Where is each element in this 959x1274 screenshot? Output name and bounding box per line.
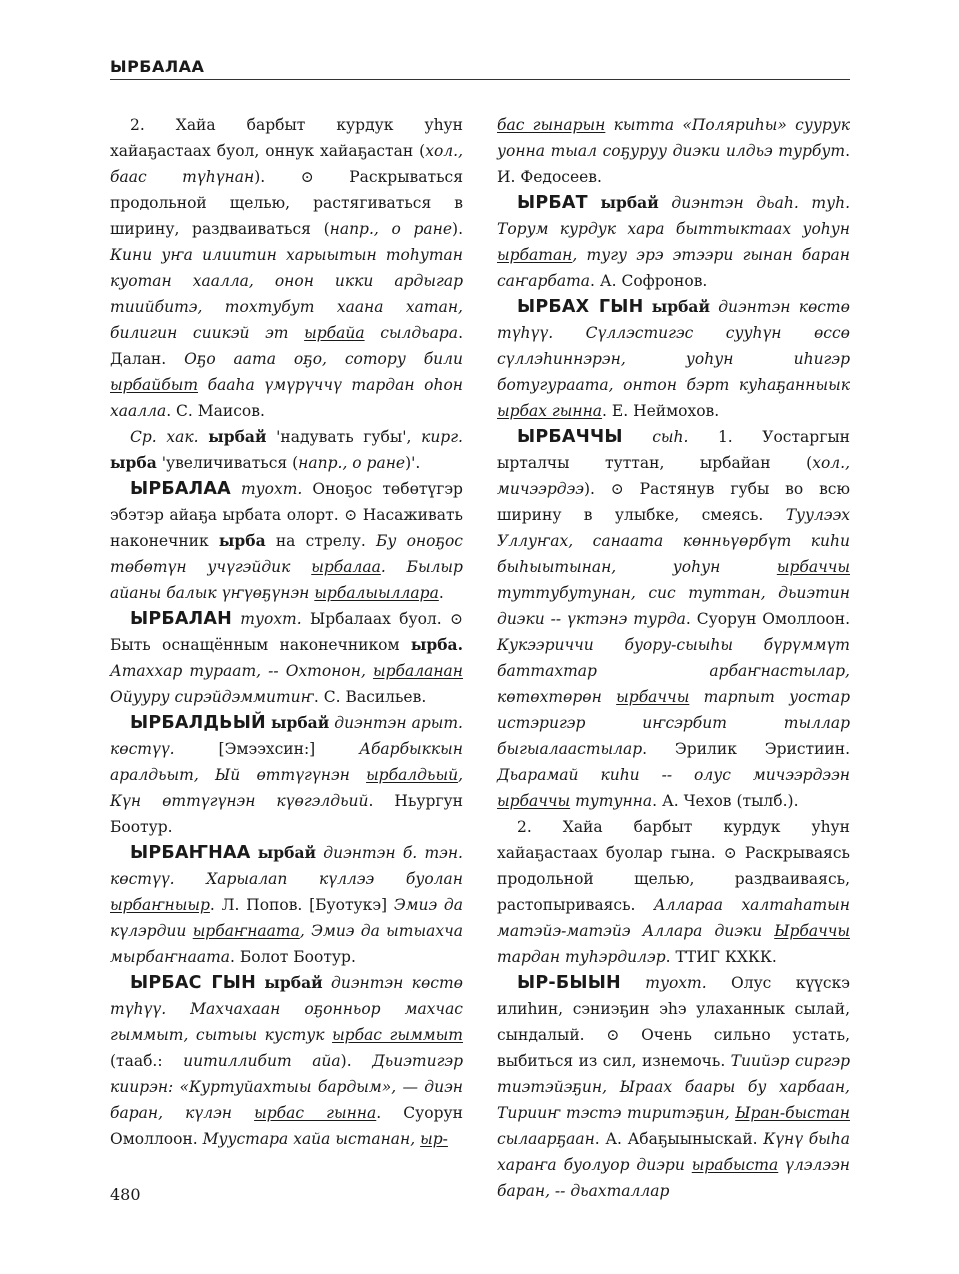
italic-run (420, 1130, 448, 1148)
example-keyword: ыр- (420, 1130, 448, 1148)
italic-run: диэнтэн б. тэн. көстүү. (110, 844, 463, 888)
italic-run (332, 1026, 463, 1044)
example-keyword: Ыран-быстан (735, 1104, 850, 1122)
italic-run: үлэлээн баран, -- дьахталлар (497, 1156, 850, 1200)
italic-run: Бу оноҕос төбөтүн учүгэйдик (110, 532, 463, 576)
dictionary-entry (110, 112, 463, 424)
headword: ЫРБАЛАН (130, 609, 232, 629)
italic-run: Ойууру сирэйдэммитиҥ (110, 688, 314, 706)
italic-run: сылдьара (364, 324, 459, 342)
dictionary-entry (110, 606, 463, 710)
example-keyword: ырбас гынна (254, 1104, 377, 1122)
italic-run: Дьиэтигэр киирэн: «Куртуйахтыы бардым», — диэн баран, күлэн (110, 1052, 464, 1122)
headword: ЫРБАС ГЫН (130, 973, 256, 993)
text-run: . Далан. (110, 324, 463, 368)
example-keyword: Ырбаччы (774, 922, 850, 940)
dictionary-entry (497, 970, 850, 1204)
italic-run (314, 584, 439, 602)
example-keyword: ырбаҥныыр (110, 896, 210, 914)
text-run (623, 428, 653, 446)
text-run (710, 298, 718, 316)
italic-run: Тиийэр сиргэр тиэтэйэҕин, Ыраах баары бу харбаан, Тирииҥ тэстэ тиритэҕин, (497, 1052, 850, 1122)
dictionary-entry (497, 424, 850, 814)
italic-run: . Былыр айаны балык үҥүөҕүнэн (110, 558, 463, 602)
italic-run: Атаххар тураат, -- Охтонон, (110, 662, 373, 680)
italic-run (616, 688, 689, 706)
italic-run: тарпыт уостар истэригэр иҥсэрбит тыллар быгыалаастылар (497, 688, 850, 758)
example-keyword: ырбас гыммыт (332, 1026, 463, 1044)
headword: ЫРБАЛАА (130, 479, 231, 499)
example-keyword: ырбайбыт (110, 376, 199, 394)
text-run: 'надувать губы', (266, 428, 422, 446)
italic-run (497, 402, 602, 420)
italic-run (110, 376, 198, 394)
italic-run: Дьарамай киһи -- олус мичээрдээн (497, 766, 850, 784)
headword: ЫРБАХ ГЫН (517, 297, 644, 317)
text-run: 2. Хайа барбыт курдук уһун хайаҕастаах буол, оннук хайаҕастан ( (110, 116, 463, 160)
example-keyword: ырбаччы (497, 792, 571, 810)
italic-run: сылаарҕаан (497, 1130, 595, 1148)
headword: ЫР-БЫЫН (517, 973, 621, 993)
text-run: . Болот Боотур. (230, 948, 356, 966)
italic-run: Сүллэстигэс сууһүн өссө сүллэһиннэрэн, уоһун иһигэр ботугураата, онтон бэрт куһаҕанныык (497, 324, 850, 394)
bold-term: ырба. (410, 635, 463, 654)
text-run (166, 1000, 190, 1018)
example-keyword: ырбайа (304, 324, 365, 342)
text-run: . (438, 584, 444, 602)
italic-run: диэнтэн арыт. көстүү. (110, 714, 463, 758)
text-run: . Ньургун Боотур. (110, 792, 463, 836)
example-keyword: ырбаҥнаата (192, 922, 300, 940)
example-keyword: ырбаччы (776, 558, 850, 576)
italic-run: сыһ. (652, 428, 689, 446)
dictionary-entry (110, 424, 463, 476)
italic-run: кытта «Поляриһы» суурук уонна тыал соҕуруу диэки илдьэ турбут (497, 116, 850, 160)
dictionary-entry (497, 190, 850, 294)
italic-run: Күнү быһа хараҥа буолуор диэри (497, 1130, 851, 1174)
bold-term: ырбай (270, 713, 330, 732)
example-keyword: ырбаланан (372, 662, 463, 680)
left-column (110, 112, 463, 1152)
bold-term: ырбай (208, 427, 267, 446)
text-run (250, 844, 257, 862)
italic-run (774, 922, 850, 940)
example-keyword: бас гынарын (497, 116, 606, 134)
italic-run: , Күн өттүгүнэн күөгэлдьий (110, 766, 463, 810)
text-run: . Эрилик Эристиин. (642, 740, 850, 758)
text-run: ). ⊙ Раскрываться продольной щелью, растягиваться в ширину, раздваиваться ( (110, 168, 463, 238)
italic-run: Муустара хайа ыстанан, (202, 1130, 421, 1148)
italic-run: Харыалап күллээ буолан (206, 870, 463, 888)
example-keyword: ырбатан (497, 246, 573, 264)
headword: ЫРБАТ (517, 193, 588, 213)
italic-run (254, 1104, 376, 1122)
example-keyword: ырбах гынна (497, 402, 603, 420)
italic-run: иитиллибит айа (183, 1052, 341, 1070)
example-keyword: ырбаччы (616, 688, 690, 706)
italic-run (497, 792, 570, 810)
bold-term: ырба (218, 531, 266, 550)
text-run: . Е. Неймохов. (602, 402, 720, 420)
italic-run (777, 558, 850, 576)
italic-run (373, 662, 463, 680)
italic-run: напр., о ране (298, 454, 406, 472)
text-run: 1. Уостаргын ырталчы туттан, ырбайан ( (497, 428, 850, 472)
dictionary-entry (110, 710, 463, 840)
italic-run: туттубутунан, сис туттан, дьиэтин диэки -- үктэнэ турда (497, 584, 850, 628)
bold-term: ырбай (600, 193, 659, 212)
italic-run: Торум курдук хара быттыктаах уоһун (497, 220, 850, 238)
text-run (323, 974, 331, 992)
bold-term: ырбай (651, 297, 710, 316)
italic-run: кирг. (421, 428, 463, 446)
example-keyword: ырабыста (691, 1156, 779, 1174)
bold-term: ырбай (257, 843, 316, 862)
page-number: 480 (110, 1185, 141, 1204)
headword: ЫРБАЛДЬЫЙ (130, 713, 266, 733)
running-head: ЫРБАЛАА (110, 57, 205, 76)
text-run (621, 974, 645, 992)
text-run: . Л. Попов. [Буотукэ] (209, 896, 394, 914)
italic-run (366, 766, 458, 784)
text-run (659, 194, 672, 212)
dictionary-entry (110, 970, 463, 1152)
italic-run: , Эмиэ да ытыахча мырбаҥнаата (110, 922, 463, 966)
text-run (231, 480, 241, 498)
text-run: на стрелу. (265, 532, 377, 550)
text-run: )'. (405, 454, 421, 472)
italic-run: хол., баас түһүнан (110, 142, 463, 186)
text-run: . А. Софронов. (590, 272, 708, 290)
italic-run: , тугу эрэ этээри гынан баран саҥарбата (497, 246, 850, 290)
dictionary-entry (497, 294, 850, 424)
dictionary-entry (497, 112, 850, 190)
italic-run: Эмиэ да күлэрдии (110, 896, 463, 940)
italic-run: Ср. хак. (130, 428, 199, 446)
italic-run (692, 1156, 779, 1174)
italic-run: туохт. (645, 974, 707, 992)
italic-run (735, 1104, 850, 1122)
italic-run (311, 558, 381, 576)
dictionary-entry (110, 476, 463, 606)
italic-run: хол., мичээрдээ (497, 454, 850, 498)
text-run: 'увеличиваться ( (156, 454, 299, 472)
text-run (588, 194, 601, 212)
text-run: ). (340, 1052, 373, 1070)
text-run: . А. Чехов (тылб.). (652, 792, 799, 810)
text-run: . Суорун Омоллоон. (110, 1104, 463, 1148)
italic-run: напр., о ране (329, 220, 453, 238)
italic-run: Кини уҥа илиитин харыытын тоһутан куотан хаалла, онон икки ардыгар тиийбитэ, тохтубут хаана хатан, билигин сиикэй эт (110, 246, 463, 342)
italic-run: Туулээх Уллуҥах, санаата көнньүөрбүт киһи быһыытынан, уоһун (497, 506, 850, 576)
italic-run: Махчахаан оҕонньор махчас гыммыт, сытыы кустук (110, 1000, 463, 1044)
text-run: . С. Маисов. (166, 402, 265, 420)
headword: ЫРБАЧЧЫ (517, 427, 623, 447)
text-run: (тааб.: (110, 1052, 184, 1070)
italic-run: туохт. (240, 610, 302, 628)
text-run: Ырбалаах буол. ⊙ Быть оснащённым наконечником (110, 610, 463, 654)
text-run (553, 324, 585, 342)
text-run: Оноҕос төбөтүгэр эбэтэр айаҕа ырбата олорт. ⊙ Насаживать наконечник (110, 480, 463, 550)
example-keyword: ырбалыыллара (314, 584, 439, 602)
text-run: ). ⊙ Растянув губы во всю ширину в улыбке, смеясь. (497, 480, 850, 524)
italic-run: Аллараа халтаһатын матэйэ-матэйэ Аллара диэки (497, 896, 850, 940)
text-run: . С. Васильев. (313, 688, 427, 706)
italic-run: Оҕо аата оҕо, сотору били (184, 350, 463, 368)
italic-run: Кукээриччи буору-сыыһы бүрүммүт баттахтар арбаҥнастылар, көтөхтөрөн (497, 636, 850, 706)
headword: ЫРБАҤНАА (130, 843, 251, 863)
bold-term: ырба (110, 453, 157, 472)
italic-run: диэнтэн көстө түһүү. (110, 974, 463, 1018)
text-run (199, 428, 209, 446)
italic-run: Абарбыккын аралдьыт, Ый өттүгүнэн (110, 740, 463, 784)
italic-run (497, 116, 605, 134)
italic-run: тардан туһэрдилэр (497, 948, 666, 966)
example-keyword: ырбалдьый (366, 766, 459, 784)
header-rule (110, 79, 850, 80)
text-run: Олус күүскэ илиһин, сэниэҕин эһэ улаханнык сылай, сындалый. ⊙ Очень сильно устать, выбиться из сил, изнемочь. (497, 974, 850, 1070)
text-run (175, 870, 207, 888)
bold-term: ырбай (264, 973, 323, 992)
text-run: 2. Хайа барбыт курдук уһун хайаҕастаах буолар гына. ⊙ Раскрываясь продольной щелью, раздваиваясь, растопыриваясь. (497, 818, 850, 914)
text-run: . Суорун Омоллоон. (685, 610, 850, 628)
dictionary-entry (497, 814, 850, 970)
italic-run: диэнтэн дьаһ. туһ. (671, 194, 851, 212)
italic-run: бааһа үмүрүччү тардан оһон хаалла (110, 376, 463, 420)
text-run: . И. Федосеев. (497, 142, 850, 186)
italic-run (497, 246, 572, 264)
text-run: [Эмээхсин:] (174, 740, 360, 758)
right-column (497, 112, 850, 1204)
italic-run: туохт. (240, 480, 303, 498)
dictionary-entry (110, 840, 463, 970)
text-run: . ТТИГ КХКК. (665, 948, 777, 966)
text-run: . А. Абаҕыыныскай. (594, 1130, 764, 1148)
italic-run: тутунна (570, 792, 653, 810)
text-run (643, 298, 651, 316)
example-keyword: ырбалаа (311, 558, 381, 576)
text-run: ). (452, 220, 463, 238)
italic-run (193, 922, 300, 940)
italic-run (304, 324, 364, 342)
italic-run (110, 896, 210, 914)
italic-run: диэнтэн көстө түһүү. (497, 298, 850, 342)
